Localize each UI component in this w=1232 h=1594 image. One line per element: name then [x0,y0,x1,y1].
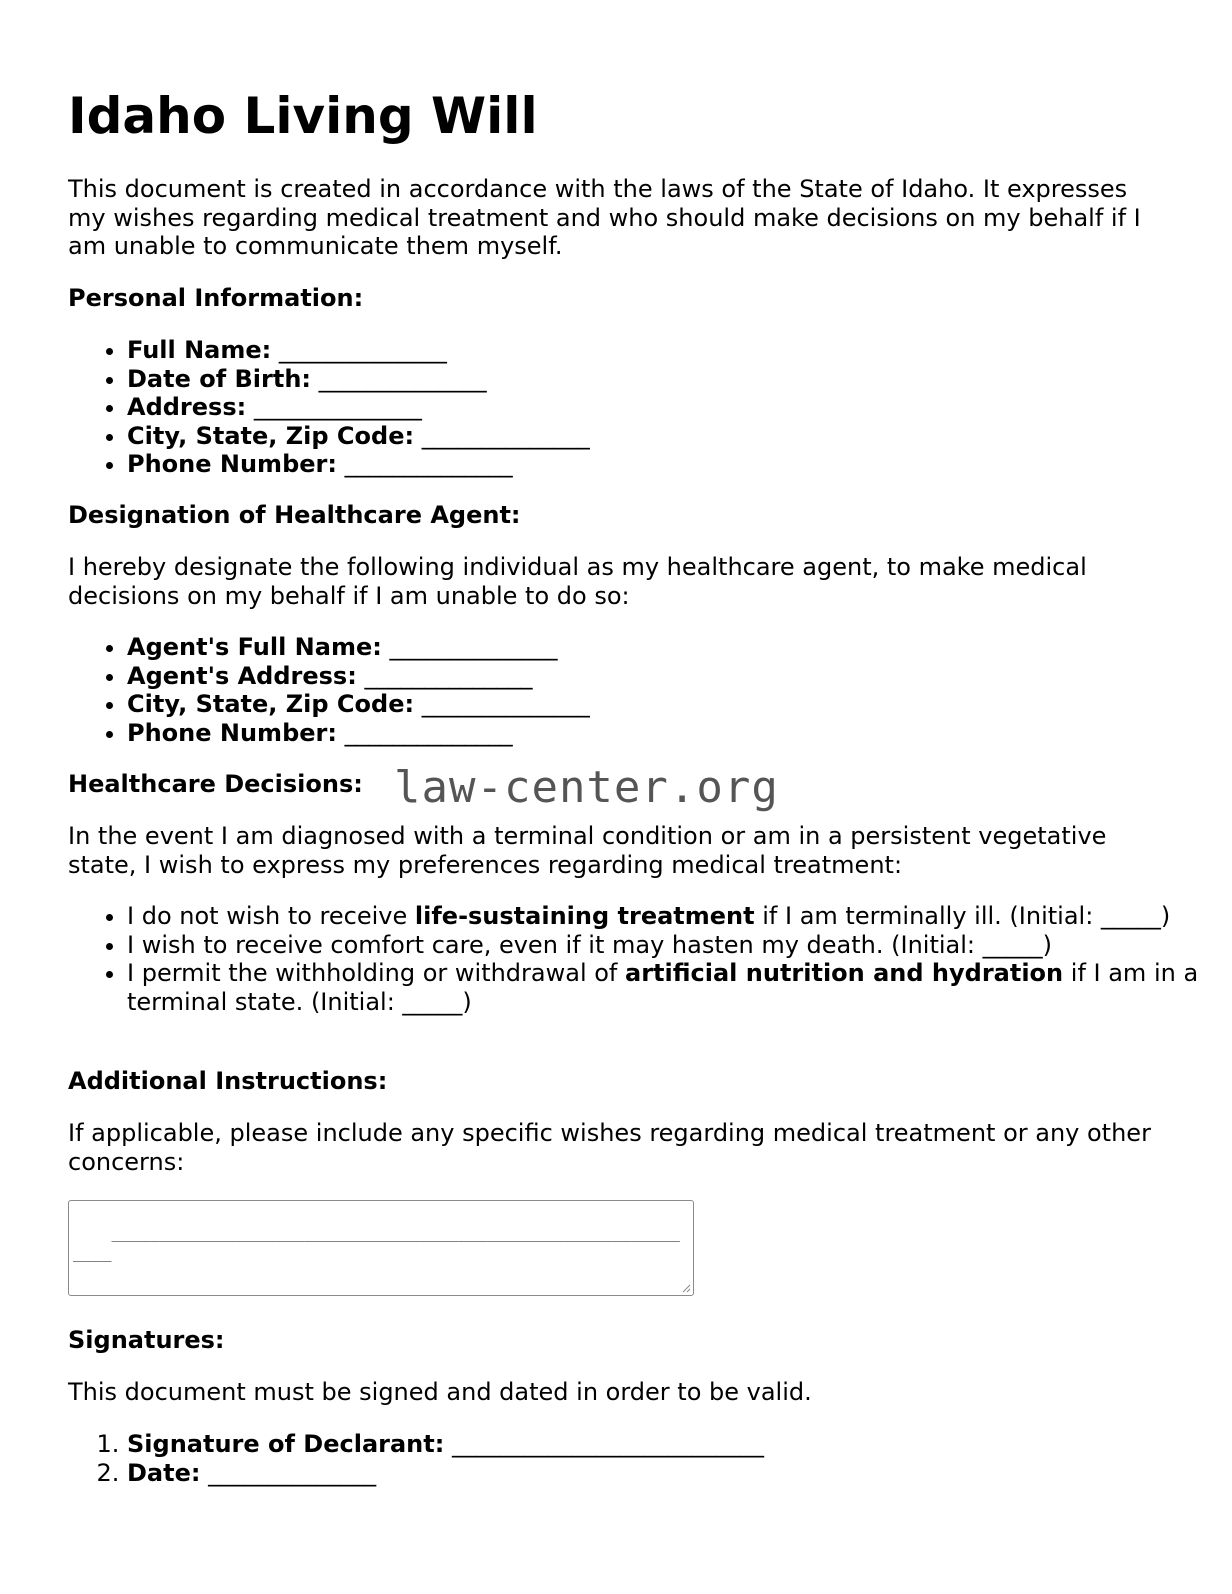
signatures-paragraph: This document must be signed and dated in order to be valid. [68,1378,812,1406]
list-item: • Address: ______________ [127,393,1217,422]
page-title: Idaho Living Will [68,87,538,145]
full-name-field[interactable]: ______________ [278,336,447,364]
agent-address-field[interactable]: ______________ [364,661,533,690]
list-item: • City, State, Zip Code: ______________ [127,422,1217,451]
list-item: • Full Name: ______________ [127,336,1217,365]
phone-field[interactable]: ______________ [344,450,513,479]
decisions-heading: Healthcare Decisions: [68,770,363,798]
list-item: • I do not wish to receive life-sustaining treatment if I am terminally ill. (Initial: _____) [127,902,1207,931]
city-state-zip-field[interactable]: ______________ [421,421,590,450]
dob-field[interactable]: ______________ [318,364,487,393]
personal-heading: Personal Information: [68,284,364,312]
additional-paragraph: If applicable, please include any specific wishes regarding medical treatment or any other concerns: [68,1119,1151,1176]
additional-heading: Additional Instructions: [68,1067,388,1095]
signatures-heading: Signatures: [68,1326,225,1354]
list-item: • Phone Number: ______________ [127,450,1217,479]
list-item: • I wish to receive comfort care, even if it may hasten my death. (Initial: _____) [127,931,1207,960]
decisions-list [68,902,1207,1016]
personal-list [68,336,1217,479]
list-item: 1. Signature of Declarant: __________________________ [127,1430,1217,1459]
intro-paragraph: This document is created in accordance with the laws of the State of Idaho. It expresses my wishes regarding medical treatment and who should make decisions on my behalf if I am unable to communicate them myself. [68,175,1141,261]
agent-phone-field[interactable]: ______________ [344,718,513,747]
list-item: • Date of Birth: ______________ [127,365,1217,394]
signature-field[interactable]: __________________________ [451,1430,764,1458]
list-item: • Agent's Address: ______________ [127,662,1217,691]
watermark: law-center.org [394,762,779,813]
list-item: • I permit the withholding or withdrawal of artificial nutrition and hydration if I am in a terminal state. (Initial: _____) [127,959,1207,1016]
agent-heading: Designation of Healthcare Agent: [68,501,521,529]
resize-grip-icon[interactable] [681,1283,691,1293]
address-field[interactable]: ______________ [253,393,422,422]
agent-city-state-zip-field[interactable]: ______________ [421,690,590,719]
list-item: • Phone Number: ______________ [127,719,1217,748]
agent-name-field[interactable]: ______________ [389,633,558,661]
list-item: 2. Date: ______________ [127,1459,1217,1488]
agent-paragraph: I hereby designate the following individual as my healthcare agent, to make medical decisions on my behalf if I am unable to do so: [68,553,1087,610]
additional-instructions-textarea[interactable]: _______________________________________________________________ [68,1200,694,1296]
list-item: • City, State, Zip Code: ______________ [127,690,1217,719]
date-field[interactable]: ______________ [208,1458,377,1487]
list-item: • Agent's Full Name: ______________ [127,633,1217,662]
signatures-list [68,1430,1217,1487]
agent-list [68,633,1217,747]
decisions-paragraph: In the event I am diagnosed with a terminal condition or am in a persistent vegetative state, I wish to express my preferences regarding medical treatment: [68,822,1107,879]
